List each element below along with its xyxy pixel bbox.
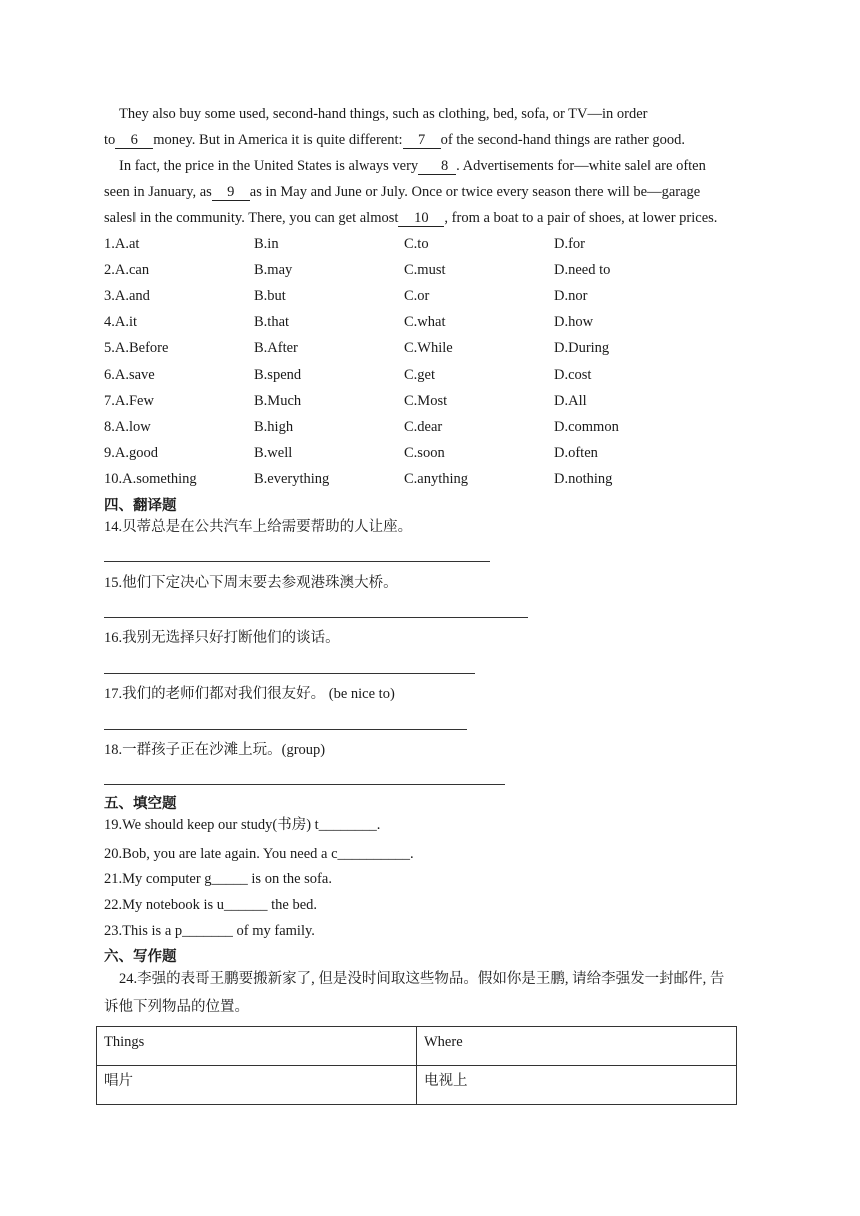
answer-line-18[interactable]	[104, 784, 505, 785]
question-23: 23.This is a p_______ of my family.	[104, 923, 315, 939]
option-choice: 5.A.Before	[104, 340, 169, 357]
option-choice: D.common	[554, 418, 619, 435]
table-cell-thing: 唱片	[97, 1066, 417, 1105]
option-choice: B.Much	[254, 392, 302, 409]
option-choice: B.spend	[254, 366, 302, 383]
option-row	[104, 414, 754, 440]
text: sales‖ in the community. There, you can get almost	[104, 210, 399, 226]
option-row	[104, 362, 754, 388]
option-choice: C.dear	[404, 418, 443, 435]
section-title-fill-in: 五、填空题	[104, 796, 177, 812]
table-cell-where: 电视上	[417, 1066, 737, 1105]
text: of the second-hand things are rather good.	[440, 132, 685, 148]
option-row	[104, 440, 754, 466]
option-row	[104, 388, 754, 414]
question-22: 22.My notebook is u______ the bed.	[104, 897, 318, 913]
question-15: 15.他们下定决心下周末要去参观港珠澳大桥。	[104, 575, 398, 591]
blank-7: 7	[403, 132, 441, 149]
option-choice: C.While	[404, 340, 453, 357]
option-row	[104, 257, 754, 283]
option-choice: B.After	[254, 340, 298, 357]
option-choice: D.need to	[554, 262, 611, 279]
option-row	[104, 283, 754, 309]
option-choice: C.what	[404, 314, 446, 331]
option-choice: D.often	[554, 444, 598, 461]
blank-8: 8	[418, 158, 456, 175]
text: They also buy some used, second-hand things, such as clothing, bed, sofa, or TV—in order	[119, 106, 648, 122]
option-row	[104, 309, 754, 335]
option-choice: C.to	[404, 236, 429, 252]
section-title-writing: 六、写作题	[104, 949, 177, 965]
text: . Advertisements for—white sale‖ are often	[456, 158, 706, 174]
answer-line-14[interactable]	[104, 561, 490, 562]
option-choice: B.well	[254, 444, 293, 461]
text: , from a boat to a pair of shoes, at lower prices.	[444, 210, 718, 226]
question-14: 14.贝蒂总是在公共汽车上给需要帮助的人让座。	[104, 519, 413, 535]
question-20: 20.Bob, you are late again. You need a c__________.	[104, 846, 414, 862]
option-choice: B.that	[254, 314, 290, 331]
question-17: 17.我们的老师们都对我们很友好。 (be nice to)	[104, 686, 395, 702]
table-row	[97, 1066, 737, 1105]
option-choice: B.everything	[254, 470, 330, 487]
blank-10: 10	[398, 210, 444, 227]
option-choice: D.cost	[554, 366, 592, 383]
option-choice: B.but	[254, 288, 286, 305]
option-choice: D.During	[554, 340, 610, 357]
passage-line-1	[104, 101, 754, 127]
question-19: 19.We should keep our study(书房) t________.	[104, 817, 381, 833]
answer-line-17[interactable]	[104, 729, 467, 730]
option-choice: C.or	[404, 288, 430, 305]
option-choice: 3.A.and	[104, 288, 150, 305]
blank-6: 6	[115, 132, 153, 149]
option-choice: C.must	[404, 262, 446, 279]
text: In fact, the price in the United States is always very	[119, 158, 419, 174]
option-choice: C.soon	[404, 444, 445, 461]
option-choice: 7.A.Few	[104, 392, 154, 409]
question-24-line-1: 24.李强的表哥王鹏要搬新家了, 但是没时间取这些物品。假如你是王鹏, 请给李强发一封邮件, 告	[119, 971, 725, 987]
option-row	[104, 231, 754, 257]
text: seen in January, as	[104, 184, 212, 200]
text: to	[104, 132, 116, 148]
question-21: 21.My computer g_____ is on the sofa.	[104, 871, 332, 887]
option-choice: D.nothing	[554, 470, 613, 487]
option-choice: C.get	[404, 366, 436, 383]
option-choice: 9.A.good	[104, 444, 158, 461]
answer-line-15[interactable]	[104, 617, 528, 618]
question-16: 16.我别无选择只好打断他们的谈话。	[104, 630, 340, 646]
table-header-things: Things	[97, 1027, 417, 1066]
option-choice: 6.A.save	[104, 366, 155, 383]
table-header-row	[97, 1027, 737, 1066]
passage-line-5	[104, 205, 754, 231]
option-choice: 10.A.something	[104, 470, 197, 487]
option-choice: C.anything	[404, 470, 469, 487]
passage-line-3	[104, 153, 754, 179]
option-choice: D.nor	[554, 288, 588, 305]
option-choice: B.high	[254, 418, 294, 435]
option-row	[104, 466, 754, 492]
text: money. But in America it is quite different:	[153, 132, 403, 148]
items-table	[96, 1026, 737, 1105]
question-24-line-2: 诉他下列物品的位置。	[104, 999, 249, 1015]
option-choice: 4.A.it	[104, 314, 138, 331]
section-title-translation: 四、翻译题	[104, 498, 177, 514]
option-row	[104, 335, 754, 361]
option-choice: B.may	[254, 262, 293, 279]
text: as in May and June or July. Once or twice every season there will be—garage	[249, 184, 701, 200]
blank-9: 9	[212, 184, 250, 201]
option-choice: 2.A.can	[104, 262, 150, 279]
option-choice: 8.A.low	[104, 418, 151, 435]
passage-line-2	[104, 127, 754, 153]
question-18: 18.一群孩子正在沙滩上玩。(group)	[104, 742, 326, 758]
option-choice: D.for	[554, 236, 586, 252]
option-choice: 1.A.at	[104, 236, 140, 252]
passage-line-4	[104, 179, 754, 205]
option-choice: B.in	[254, 236, 279, 252]
table-header-where: Where	[417, 1027, 737, 1066]
option-choice: D.All	[554, 392, 587, 409]
option-choice: D.how	[554, 314, 594, 331]
answer-line-16[interactable]	[104, 673, 475, 674]
option-choice: C.Most	[404, 392, 448, 409]
